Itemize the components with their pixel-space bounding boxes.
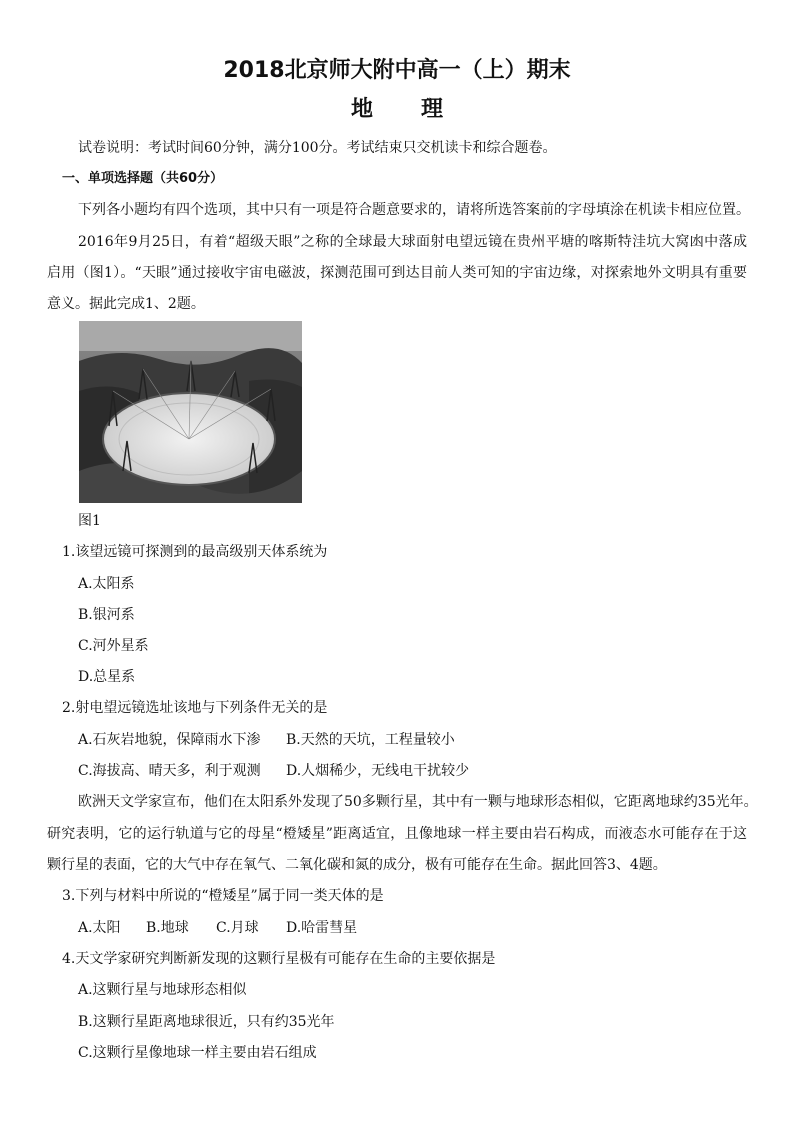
q3-option-d: D.哈雷彗星 [286, 920, 358, 936]
figure-caption: 图1 [78, 513, 101, 529]
passage1-line3: 意义。据此完成1、2题。 [47, 296, 205, 312]
passage1-line1: 2016年9月25日，有着“超级天眼”之称的全球最大球面射电望远镜在贵州平塘的喀斯特洼坑大窝凼中落成 [78, 234, 747, 250]
passage1-line2: 启用（图1）。“天眼”通过接收宇宙电磁波，探测范围可到达目前人类可知的宇宙边缘，对探索地外文明具有重要 [47, 265, 747, 281]
q3-option-b: B.地球 [146, 920, 189, 936]
telescope-photo [79, 321, 302, 503]
q1-option-c: C.河外星系 [78, 638, 149, 654]
exam-note: 试卷说明：考试时间60分钟，满分100分。考试结束只交机读卡和综合题卷。 [78, 140, 557, 156]
q3-stem: 3.下列与材料中所说的“橙矮星”属于同一类天体的是 [62, 888, 384, 904]
q4-stem: 4.天文学家研究判断新发现的这颗行星极有可能存在生命的主要依据是 [62, 951, 496, 967]
q4-option-c: C.这颗行星像地球一样主要由岩石组成 [78, 1045, 317, 1061]
subject-char-left: 地 [350, 96, 373, 122]
exam-title: 2018北京师大附中高一（上）期末 [223, 58, 571, 83]
passage2-line3: 颗行星的表面，它的大气中存在氧气、二氧化碳和氮的成分，极有可能存在生命。据此回答3、4题。 [47, 857, 667, 873]
telescope-photo-graphic [79, 321, 302, 503]
q3-option-a: A.太阳 [78, 920, 121, 936]
subject-char-right: 理 [421, 96, 444, 122]
q2-option-d: D.人烟稀少，无线电干扰较少 [286, 763, 470, 779]
q2-stem: 2.射电望远镜选址该地与下列条件无关的是 [62, 700, 328, 716]
q4-option-a: A.这颗行星与地球形态相似 [78, 982, 247, 998]
passage2-line2: 研究表明，它的运行轨道与它的母星“橙矮星”距离适宜，且像地球一样主要由岩石构成，而液态水可能存在于这 [47, 826, 747, 842]
q2-option-c: C.海拔高、晴天多，利于观测 [78, 763, 261, 779]
passage2-line1: 欧洲天文学家宣布，他们在太阳系外发现了50多颗行星，其中有一颗与地球形态相似，它距离地球约35光年。 [78, 794, 758, 810]
q2-option-a: A.石灰岩地貌，保障雨水下渗 [78, 732, 261, 748]
q2-option-b: B.天然的天坑，工程量较小 [286, 732, 455, 748]
q1-stem: 1.该望远镜可探测到的最高级别天体系统为 [62, 544, 328, 560]
section-instruction: 下列各小题均有四个选项，其中只有一项是符合题意要求的，请将所选答案前的字母填涂在机读卡相应位置。 [78, 202, 750, 218]
q1-option-d: D.总星系 [78, 669, 136, 685]
q1-option-a: A.太阳系 [78, 576, 135, 592]
q4-option-b: B.这颗行星距离地球很近，只有约35光年 [78, 1014, 335, 1030]
subject-title [0, 95, 794, 123]
q1-option-b: B.银河系 [78, 607, 135, 623]
section-heading: 一、单项选择题（共60分） [62, 171, 224, 186]
q3-option-c: C.月球 [216, 920, 259, 936]
